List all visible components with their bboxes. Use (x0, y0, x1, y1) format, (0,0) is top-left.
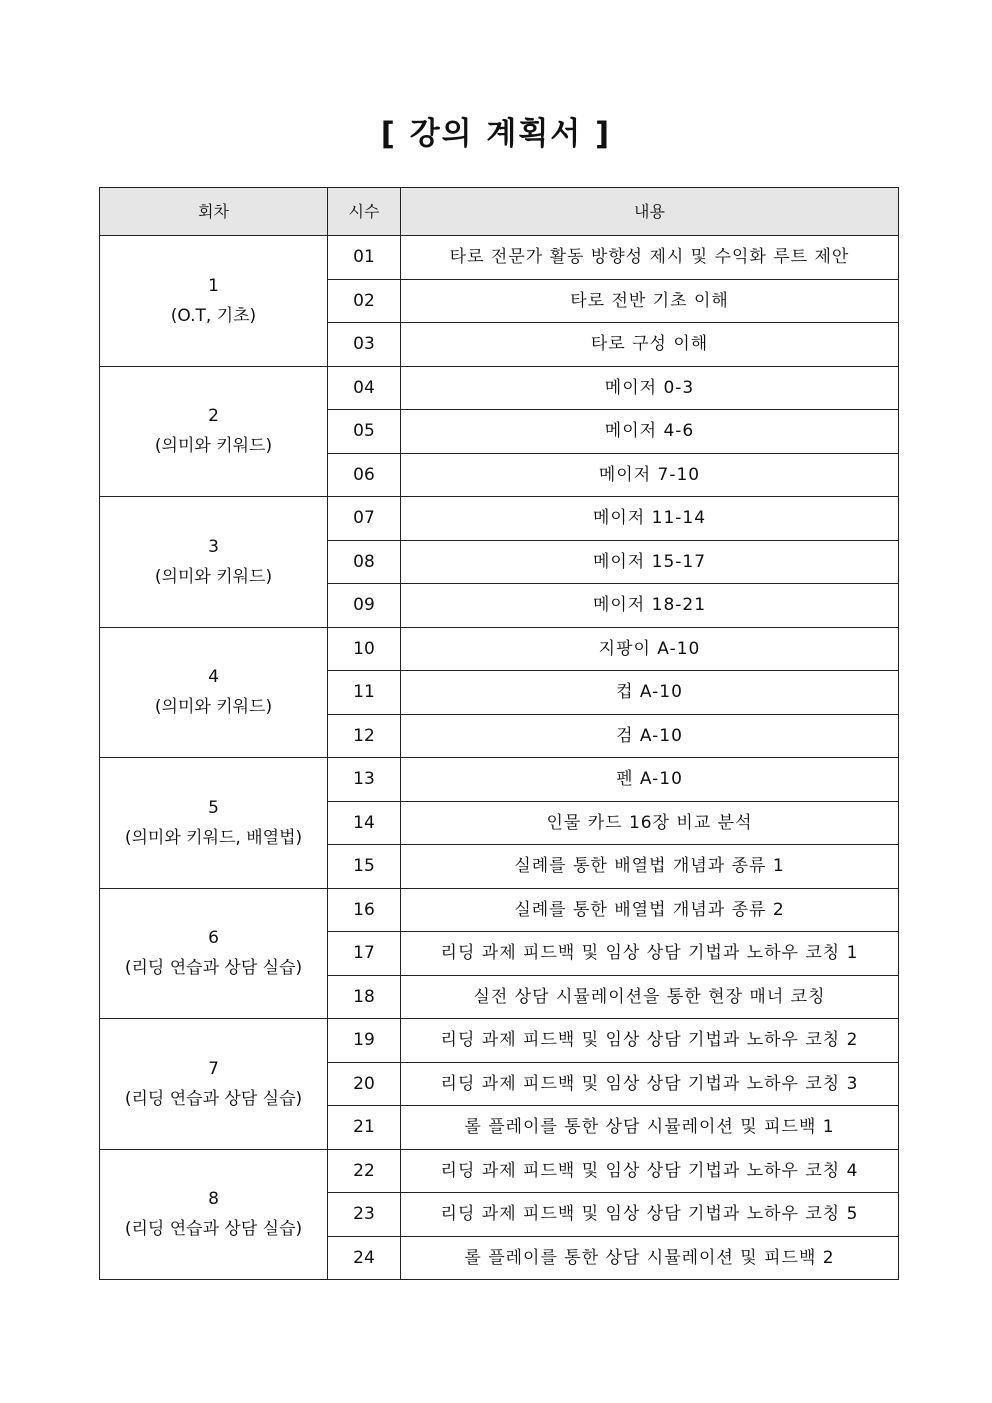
session-description: (의미와 키워드) (154, 436, 273, 457)
content-cell: 리딩 과제 피드백 및 임상 상담 기법과 노하우 코칭 2 (401, 1019, 899, 1063)
content-cell: 실례를 통한 배열법 개념과 종류 2 (401, 888, 899, 932)
hour-cell: 22 (328, 1149, 401, 1193)
content-cell: 메이저 18-21 (401, 584, 899, 628)
hour-cell: 15 (328, 845, 401, 889)
table-row (100, 758, 899, 802)
hour-cell: 05 (328, 410, 401, 454)
hour-cell: 16 (328, 888, 401, 932)
session-cell (100, 366, 328, 497)
table-row (100, 1019, 899, 1063)
session-description: (의미와 키워드) (154, 697, 273, 718)
hour-cell: 18 (328, 975, 401, 1019)
content-cell: 메이저 15-17 (401, 540, 899, 584)
lecture-plan-table (99, 187, 899, 1280)
session-description: (리딩 연습과 상담 실습) (124, 1088, 303, 1109)
content-cell: 롤 플레이를 통한 상담 시뮬레이션 및 피드백 1 (401, 1106, 899, 1150)
session-number: 6 (208, 928, 219, 949)
content-cell: 인물 카드 16장 비교 분석 (401, 801, 899, 845)
hour-cell: 10 (328, 627, 401, 671)
header-hour: 시수 (328, 188, 401, 236)
session-cell (100, 497, 328, 628)
hour-cell: 17 (328, 932, 401, 976)
content-cell: 실례를 통한 배열법 개념과 종류 1 (401, 845, 899, 889)
hour-cell: 20 (328, 1062, 401, 1106)
header-session: 회차 (100, 188, 328, 236)
content-cell: 펜 A-10 (401, 758, 899, 802)
table-row (100, 888, 899, 932)
hour-cell: 24 (328, 1236, 401, 1280)
table-body (100, 236, 899, 1280)
content-cell: 리딩 과제 피드백 및 임상 상담 기법과 노하우 코칭 3 (401, 1062, 899, 1106)
table-row (100, 236, 899, 280)
hour-cell: 04 (328, 366, 401, 410)
session-cell (100, 1019, 328, 1150)
table-header (100, 188, 899, 236)
hour-cell: 08 (328, 540, 401, 584)
content-cell: 지팡이 A-10 (401, 627, 899, 671)
content-cell: 메이저 11-14 (401, 497, 899, 541)
hour-cell: 12 (328, 714, 401, 758)
header-content: 내용 (401, 188, 899, 236)
hour-cell: 07 (328, 497, 401, 541)
table-row (100, 1149, 899, 1193)
table-row (100, 627, 899, 671)
session-description: (O.T, 기초) (170, 305, 257, 326)
hour-cell: 02 (328, 279, 401, 323)
content-cell: 롤 플레이를 통한 상담 시뮬레이션 및 피드백 2 (401, 1236, 899, 1280)
content-cell: 검 A-10 (401, 714, 899, 758)
hour-cell: 11 (328, 671, 401, 715)
content-cell: 리딩 과제 피드백 및 임상 상담 기법과 노하우 코칭 1 (401, 932, 899, 976)
session-number: 2 (208, 406, 219, 427)
content-cell: 타로 구성 이해 (401, 323, 899, 367)
session-number: 1 (208, 275, 219, 296)
content-cell: 컵 A-10 (401, 671, 899, 715)
page-title: [ 강의 계획서 ] (380, 116, 612, 152)
session-number: 5 (208, 797, 219, 818)
session-description: (의미와 키워드) (154, 566, 273, 587)
table-row (100, 366, 899, 410)
hour-cell: 03 (328, 323, 401, 367)
content-cell: 실전 상담 시뮬레이션을 통한 현장 매너 코칭 (401, 975, 899, 1019)
session-cell (100, 758, 328, 889)
session-cell (100, 1149, 328, 1280)
hour-cell: 09 (328, 584, 401, 628)
hour-cell: 13 (328, 758, 401, 802)
hour-cell: 06 (328, 453, 401, 497)
session-number: 4 (208, 667, 219, 688)
session-description: (의미와 키워드, 배열법) (124, 827, 303, 848)
content-cell: 타로 전문가 활동 방향성 제시 및 수익화 루트 제안 (401, 236, 899, 280)
hour-cell: 01 (328, 236, 401, 280)
content-cell: 메이저 0-3 (401, 366, 899, 410)
session-number: 7 (208, 1058, 219, 1079)
table-row (100, 497, 899, 541)
content-cell: 메이저 4-6 (401, 410, 899, 454)
content-cell: 메이저 7-10 (401, 453, 899, 497)
header-row (100, 188, 899, 236)
content-cell: 타로 전반 기초 이해 (401, 279, 899, 323)
session-cell (100, 888, 328, 1019)
hour-cell: 21 (328, 1106, 401, 1150)
content-cell: 리딩 과제 피드백 및 임상 상담 기법과 노하우 코칭 4 (401, 1149, 899, 1193)
hour-cell: 19 (328, 1019, 401, 1063)
hour-cell: 14 (328, 801, 401, 845)
session-cell (100, 627, 328, 758)
session-cell (100, 236, 328, 367)
session-number: 3 (208, 536, 219, 557)
session-number: 8 (208, 1189, 219, 1210)
session-description: (리딩 연습과 상담 실습) (124, 1219, 303, 1240)
content-cell: 리딩 과제 피드백 및 임상 상담 기법과 노하우 코칭 5 (401, 1193, 899, 1237)
hour-cell: 23 (328, 1193, 401, 1237)
session-description: (리딩 연습과 상담 실습) (124, 958, 303, 979)
